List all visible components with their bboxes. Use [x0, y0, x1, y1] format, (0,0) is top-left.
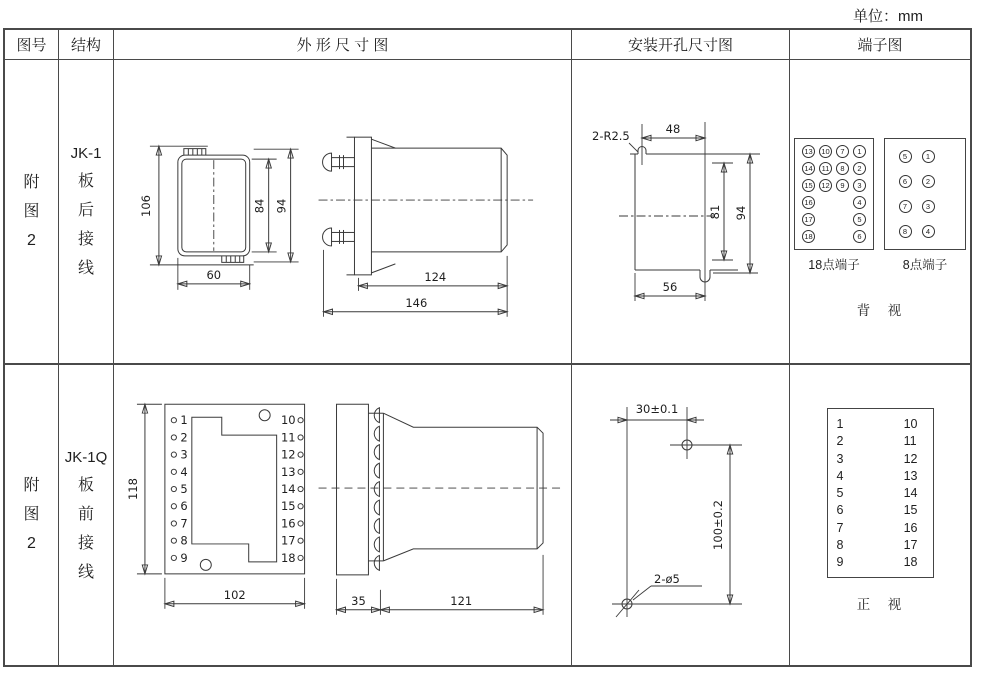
- unit-label: 单位：mm: [853, 8, 923, 25]
- jk1q-outline-svg: [114, 365, 571, 665]
- row1-install-drawing: [572, 60, 790, 365]
- terminal-pin-3: [921, 200, 935, 214]
- model-name: JK-1Q: [64, 448, 108, 466]
- row1-fig-label: [5, 60, 59, 365]
- dim-94: 94: [734, 205, 748, 221]
- front-pin-hole-6: [171, 504, 176, 509]
- dim-35: 35: [351, 593, 366, 608]
- screw-dome-4: [374, 463, 379, 478]
- terminal-pin-16: [802, 196, 816, 210]
- dim-81: 81: [708, 204, 722, 220]
- terminal-pin-3: [853, 179, 867, 193]
- screw-dome-3: [374, 445, 379, 460]
- terminal-pin-circle-8: 8: [836, 162, 849, 175]
- front-pin-label-13: 13: [281, 464, 296, 479]
- screw-dome-2: [374, 426, 379, 441]
- fig-char: 附: [23, 477, 40, 494]
- front-pin-label-3: 3: [180, 447, 188, 462]
- dim-56: 56: [662, 280, 678, 294]
- jk1-front-view: [139, 146, 299, 290]
- terminal-pin-circle-9: 9: [836, 179, 849, 192]
- screw-column: [374, 408, 379, 571]
- terminal-col-right: [904, 416, 918, 570]
- front-pin-hole-2: [171, 435, 176, 440]
- front-pin-hole-3: [171, 452, 176, 457]
- structure-char: 线: [77, 563, 94, 581]
- terminal-pin-empty: [836, 230, 850, 244]
- terminal-pin-12: [819, 179, 833, 193]
- terminal-pin-circle-6: 6: [853, 230, 866, 243]
- jk1q-side-view: [319, 404, 561, 615]
- front-pin-hole-8: [171, 538, 176, 543]
- jk1-outline-svg: [114, 60, 571, 365]
- terminal-num-6: 6: [836, 503, 844, 518]
- row2-view-label: 正 视: [856, 597, 904, 612]
- structure-char: 后: [77, 202, 94, 219]
- terminal-pin-circle-14: 14: [802, 162, 815, 175]
- terminal-pin-18: [802, 230, 816, 244]
- terminal-pin-circle-17: 17: [802, 213, 815, 226]
- terminal-pin-circle-7: 7: [836, 145, 849, 158]
- header-outline: 外 形 尺 寸 图: [114, 30, 572, 60]
- front-plate: [337, 404, 369, 575]
- bolt-top: [323, 153, 355, 171]
- terminal-pin-circle-1: 1: [922, 150, 935, 163]
- screw-dome-5: [374, 482, 379, 497]
- mounting-hole-top: [259, 410, 270, 421]
- terminal-box-18: [827, 408, 934, 578]
- terminal-num-17: 17: [903, 538, 918, 553]
- dim-146: 146: [405, 295, 428, 310]
- terminal-pin-circle-11: 11: [819, 162, 832, 175]
- terminal-pin-circle-2: 2: [922, 175, 935, 188]
- terminal-num-16: 16: [903, 520, 918, 535]
- mounting-hole-bottom: [200, 559, 211, 570]
- fig-char: 2: [27, 231, 36, 249]
- terminal-pin-9: [836, 179, 850, 193]
- jk1-install-svg: [572, 60, 789, 365]
- row1-view-label: 背 视: [856, 303, 904, 318]
- terminal-pin-circle-7: 7: [899, 200, 912, 213]
- terminal-pin-5: [898, 150, 912, 164]
- dim-84: 84: [252, 198, 267, 214]
- row1-terminal-diagram: [790, 60, 970, 365]
- terminal-pin-2: [853, 162, 867, 176]
- front-terminals-right: [281, 413, 303, 565]
- screw-dome-7: [374, 518, 379, 533]
- front-pin-hole-1: [171, 418, 176, 423]
- front-pin-label-16: 16: [281, 516, 296, 531]
- label-2-o5: 2-ø5: [654, 572, 680, 586]
- front-pin-label-1: 1: [180, 413, 188, 428]
- terminal-pin-circle-4: 4: [922, 225, 935, 238]
- front-pin-label-9: 9: [180, 550, 188, 565]
- jk1q-install-svg: [572, 365, 789, 665]
- terminal-pin-empty: [819, 213, 833, 227]
- terminal-num-13: 13: [903, 468, 918, 483]
- terminal-num-8: 8: [836, 538, 844, 553]
- terminal-pin-6: [898, 175, 912, 189]
- front-pin-label-14: 14: [281, 482, 296, 497]
- terminal-pin-1: [921, 150, 935, 164]
- terminal-pin-8: [836, 162, 850, 176]
- terminal-pin-circle-15: 15: [802, 179, 815, 192]
- terminal-pin-2: [921, 175, 935, 189]
- terminal-pin-14: [802, 162, 816, 176]
- terminal-pin-11: [819, 162, 833, 176]
- relay-body: [383, 413, 543, 561]
- jk1q-front-view: [126, 404, 305, 609]
- terminal-pin-circle-3: 3: [853, 179, 866, 192]
- front-pin-hole-11: [298, 435, 303, 440]
- dim-121: 121: [450, 593, 473, 608]
- terminal-num-12: 12: [903, 451, 918, 466]
- front-pin-hole-10: [298, 418, 303, 423]
- row2-install-drawing: [572, 365, 790, 665]
- front-pin-hole-16: [298, 521, 303, 526]
- front-pin-label-10: 10: [281, 413, 296, 428]
- terminal-num-2: 2: [836, 434, 844, 449]
- mounting-tab-bottom: [222, 256, 244, 262]
- terminal-grid-18: [794, 138, 874, 250]
- dim-106: 106: [138, 195, 153, 217]
- front-pin-label-5: 5: [180, 482, 188, 497]
- row2-terminal-diagram: [790, 365, 970, 665]
- terminal-pin-1: [853, 145, 867, 159]
- fig-char: 附: [23, 173, 40, 191]
- terminal-pin-circle-16: 16: [802, 196, 815, 209]
- terminal-num-14: 14: [903, 486, 918, 501]
- terminal-pin-circle-3: 3: [922, 200, 935, 213]
- terminal-pin-empty: [836, 213, 850, 227]
- dim-124: 124: [424, 269, 447, 284]
- structure-char: 线: [77, 260, 94, 277]
- front-pin-label-7: 7: [180, 516, 188, 531]
- header-fig-no: 图号: [5, 30, 59, 60]
- spec-table: [3, 28, 972, 667]
- terminal-num-9: 9: [836, 555, 844, 570]
- header-structure: 结构: [59, 30, 114, 60]
- terminal-pin-empty: [836, 196, 850, 210]
- terminal-pin-7: [836, 145, 850, 159]
- fig-char: 图: [23, 202, 40, 220]
- dim-100: 100±0.2: [711, 500, 725, 550]
- bolt-bottom: [323, 228, 355, 246]
- row2-structure-label: [59, 365, 114, 665]
- fig-char: 图: [23, 506, 40, 523]
- label-2-r2.5: 2-R2.5: [592, 129, 630, 143]
- front-pin-label-6: 6: [180, 499, 188, 514]
- front-pin-label-8: 8: [180, 533, 188, 548]
- front-pin-hole-7: [171, 521, 176, 526]
- front-pin-hole-15: [298, 504, 303, 509]
- front-pin-hole-17: [298, 538, 303, 543]
- terminal-pin-4: [921, 225, 935, 239]
- terminal-pin-circle-5: 5: [899, 150, 912, 163]
- terminal-pin-circle-8: 8: [899, 225, 912, 238]
- dim-48: 48: [665, 122, 681, 136]
- terminal-num-11: 11: [903, 434, 917, 449]
- terminal-pin-4: [853, 196, 867, 210]
- terminal-num-7: 7: [836, 520, 844, 535]
- front-pin-hole-5: [171, 486, 176, 491]
- terminal-pin-circle-2: 2: [853, 162, 866, 175]
- terminal-pin-circle-1: 1: [853, 145, 866, 158]
- terminal-pin-13: [802, 145, 816, 159]
- terminal-pin-17: [802, 213, 816, 227]
- jk1-side-view: [319, 137, 534, 317]
- header-install: 安装开孔尺寸图: [572, 30, 790, 60]
- terminal-pin-circle-12: 12: [819, 179, 832, 192]
- row2-outline-drawing: [114, 365, 572, 665]
- front-terminals-left: [171, 413, 187, 565]
- terminal-pin-5: [853, 213, 867, 227]
- screw-dome-6: [374, 500, 379, 515]
- row1-outline-drawing: [114, 60, 572, 365]
- terminal-grid-8: [884, 138, 966, 250]
- structure-char: 接: [77, 534, 94, 552]
- front-pin-label-15: 15: [281, 499, 296, 514]
- front-pin-hole-18: [298, 555, 303, 560]
- dim-102: 102: [223, 587, 246, 602]
- terminal-num-18: 18: [903, 555, 918, 570]
- terminal-num-4: 4: [836, 468, 844, 483]
- front-pin-label-12: 12: [281, 447, 296, 462]
- front-pin-label-4: 4: [180, 464, 188, 479]
- front-pin-hole-12: [298, 452, 303, 457]
- terminal-col-left: [837, 416, 844, 570]
- terminal-pin-empty: [819, 196, 833, 210]
- front-pin-label-18: 18: [281, 550, 296, 565]
- model-name: JK-1: [70, 145, 102, 162]
- row2-fig-label: [5, 365, 59, 665]
- screw-dome-1: [374, 408, 379, 423]
- terminal-pin-8: [898, 225, 912, 239]
- front-pin-hole-4: [171, 469, 176, 474]
- dim-94: 94: [274, 198, 289, 214]
- terminal-pin-15: [802, 179, 816, 193]
- fig-char: 2: [27, 535, 36, 552]
- terminal-num-10: 10: [903, 417, 918, 431]
- structure-char: 接: [77, 231, 94, 248]
- mounting-tab-top: [184, 149, 206, 155]
- terminal-pin-circle-10: 10: [819, 145, 832, 158]
- header-terminal: 端子图: [790, 30, 970, 60]
- front-pin-hole-13: [298, 469, 303, 474]
- terminal-pin-circle-18: 18: [802, 230, 815, 243]
- terminal-pin-6: [853, 230, 867, 244]
- terminal-pin-10: [819, 145, 833, 159]
- front-pin-label-17: 17: [281, 533, 296, 548]
- terminal-pin-7: [898, 200, 912, 214]
- terminal-num-1: 1: [836, 417, 844, 431]
- terminal-pin-circle-13: 13: [802, 145, 815, 158]
- structure-char: 板: [77, 173, 94, 190]
- screw-dome-9: [374, 555, 379, 570]
- terminal-8-label: 8点端子: [902, 258, 948, 272]
- dim-30: 30±0.1: [635, 402, 679, 416]
- terminal-num-3: 3: [836, 451, 844, 466]
- front-pin-hole-9: [171, 555, 176, 560]
- terminal-pin-circle-4: 4: [853, 196, 866, 209]
- row1-structure-label: [59, 60, 114, 365]
- terminal-num-5: 5: [836, 486, 844, 501]
- dim-118: 118: [125, 478, 140, 501]
- terminal-num-15: 15: [903, 503, 918, 518]
- inner-block: [192, 417, 277, 562]
- terminal-18-label: 18点端子: [808, 258, 860, 272]
- terminal-pin-circle-6: 6: [899, 175, 912, 188]
- front-pin-hole-14: [298, 486, 303, 491]
- front-pin-label-2: 2: [180, 430, 188, 445]
- structure-char: 板: [77, 476, 94, 494]
- terminal-pin-empty: [819, 230, 833, 244]
- terminal-pin-circle-5: 5: [853, 213, 866, 226]
- screw-dome-8: [374, 537, 379, 552]
- structure-char: 前: [77, 505, 94, 523]
- front-pin-label-11: 11: [281, 430, 296, 445]
- dim-60: 60: [206, 267, 222, 282]
